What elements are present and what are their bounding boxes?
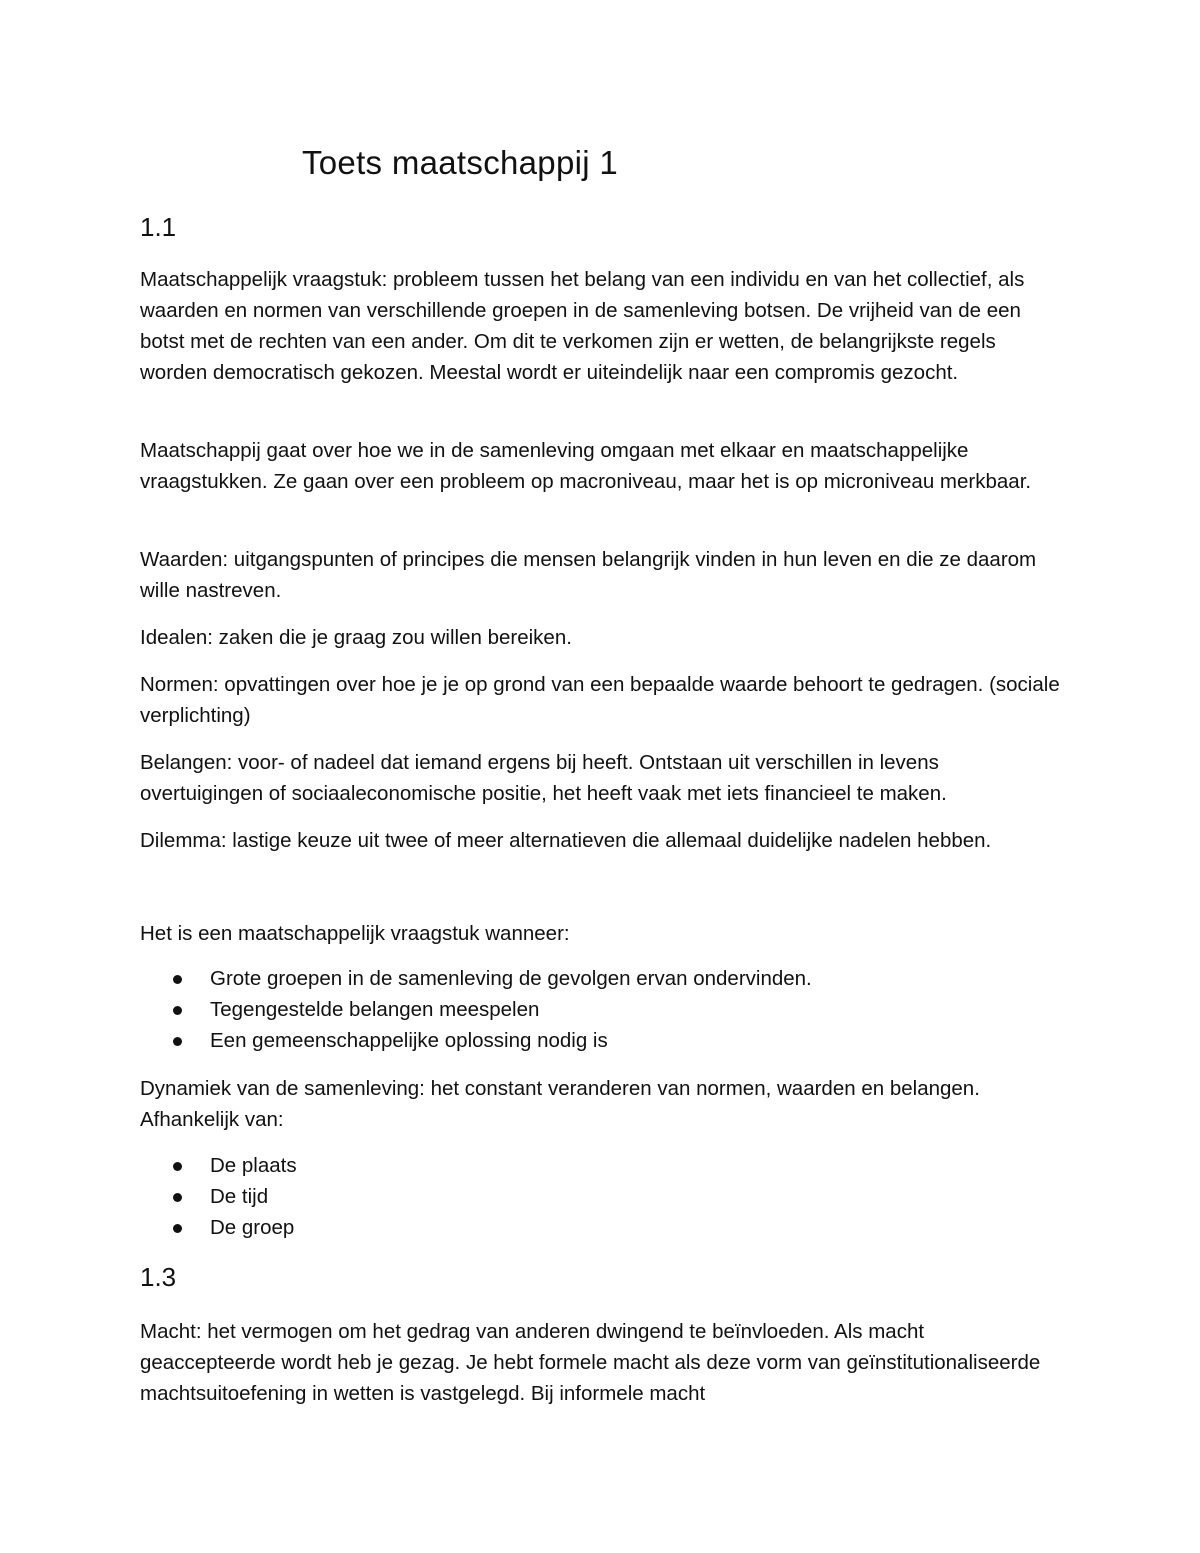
section-heading-1-3: 1.3 xyxy=(140,1262,177,1292)
bullet-icon xyxy=(173,1037,182,1046)
paragraph-dilemma: Dilemma: lastige keuze uit twee of meer alternatieven die allemaal duidelijke nadelen hebben. xyxy=(140,829,992,852)
paragraph-waarden: Waarden: uitgangspunten of principes die mensen belangrijk vinden in hun leven en die ze daarom wille nastreven. xyxy=(140,548,1037,602)
paragraph-idealen: Idealen: zaken die je graag zou willen bereiken. xyxy=(140,626,572,649)
list-item-text: De tijd xyxy=(210,1185,269,1208)
criteria-list xyxy=(140,963,1040,1056)
document-title: Toets maatschappij 1 xyxy=(301,144,618,181)
list-item xyxy=(140,1212,1040,1243)
paragraph-dynamiek: Dynamiek van de samenleving: het constant veranderen van normen, waarden en belangen. Afhankelijk van: xyxy=(140,1077,980,1131)
list-item xyxy=(140,1150,1040,1181)
list-item xyxy=(140,963,1040,994)
list-item-text: Een gemeenschappelijke oplossing nodig is xyxy=(210,1029,608,1052)
paragraph-criteria-intro: Het is een maatschappelijk vraagstuk wanneer: xyxy=(140,922,570,945)
bullet-icon xyxy=(173,1162,182,1171)
dynamics-list xyxy=(140,1150,1040,1243)
list-item-text: De plaats xyxy=(210,1154,297,1177)
paragraph-belangen: Belangen: voor- of nadeel dat iemand ergens bij heeft. Ontstaan uit verschillen in levens overtuigingen of sociaaleconomische positie, het heeft vaak met iets financieel te maken. xyxy=(140,751,947,805)
list-item-text: De groep xyxy=(210,1216,295,1239)
paragraph-maatschappij: Maatschappij gaat over hoe we in de samenleving omgaan met elkaar en maatschappelijke vraagstukken. Ze gaan over een probleem op macroniveau, maar het is op microniveau merkbaar. xyxy=(140,439,1032,493)
bullet-icon xyxy=(173,1224,182,1233)
list-item xyxy=(140,1025,1040,1056)
list-item-text: Tegengestelde belangen meespelen xyxy=(210,998,540,1021)
bullet-icon xyxy=(173,975,182,984)
section-heading-1-1: 1.1 xyxy=(140,212,177,242)
paragraph-maatschappelijk-vraagstuk: Maatschappelijk vraagstuk: probleem tussen het belang van een individu en van het collectief, als waarden en normen van verschillende groepen in de samenleving botsen. De vrijheid van de een botst met de rechten van een ander. Om dit te verkomen zijn er wetten, de belangrijkste regels worden democratisch gekozen. Meestal wordt er uiteindelijk naar een compromis gezocht. xyxy=(140,268,1025,384)
paragraph-normen: Normen: opvattingen over hoe je je op grond van een bepaalde waarde behoort te gedragen. (sociale verplichting) xyxy=(140,673,1060,727)
paragraph-macht: Macht: het vermogen om het gedrag van anderen dwingend te beïnvloeden. Als macht geaccepteerde wordt heb je gezag. Je hebt formele macht als deze vorm van geïnstitutionaliseerde machtsuitoefening in wetten is vastgelegd. Bij informele macht xyxy=(140,1320,1041,1405)
list-item xyxy=(140,994,1040,1025)
bullet-icon xyxy=(173,1006,182,1015)
list-item-text: Grote groepen in de samenleving de gevolgen ervan ondervinden. xyxy=(210,967,812,990)
bullet-icon xyxy=(173,1193,182,1202)
list-item xyxy=(140,1181,1040,1212)
